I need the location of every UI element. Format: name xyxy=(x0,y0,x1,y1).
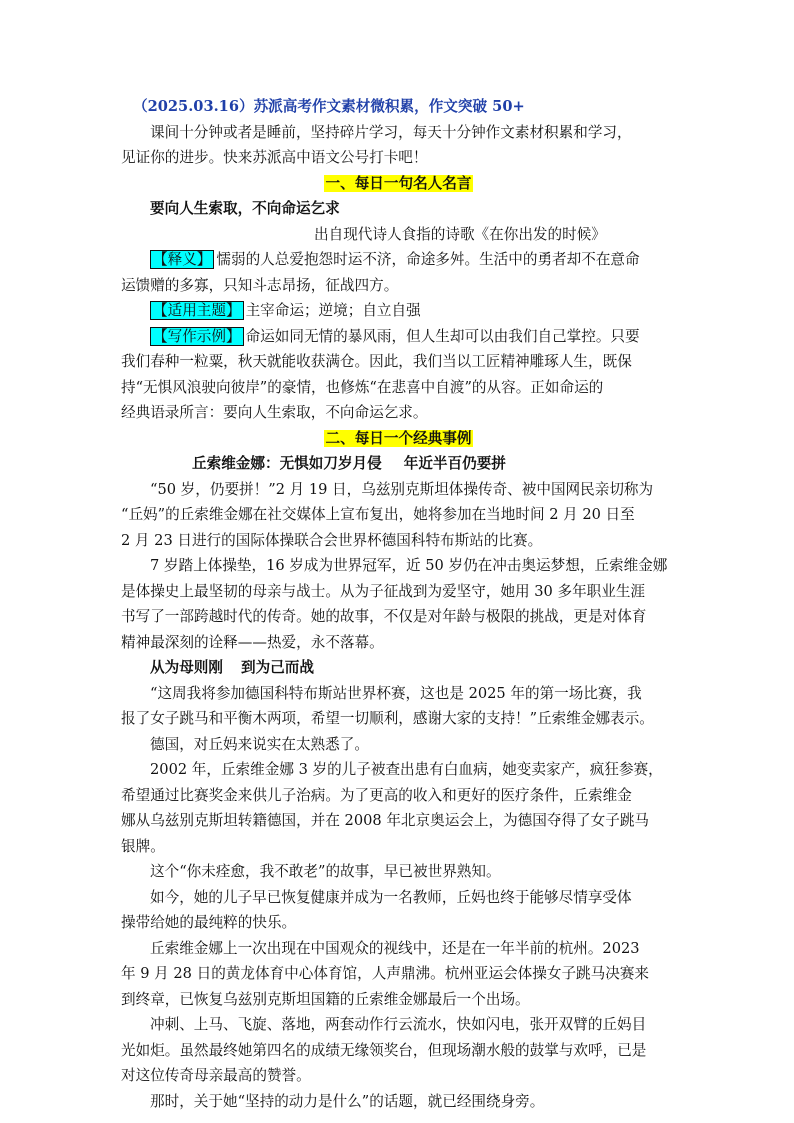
small-heading-b: 到为己而战 xyxy=(240,659,314,676)
para5-line-3: 娜从乌兹别克斯坦转籍德国，并在 2008 年北京奥运会上，为德国夺得了女子跳马 xyxy=(121,812,650,829)
example-line-3: 持“无惧风浪驶向彼岸”的豪情，也修炼“在悲喜中自渡”的从容。正如命运的 xyxy=(121,378,604,396)
example-text: 命运如同无情的暴风雨，但人生却可以由我们自己掌控。只要 xyxy=(245,327,640,345)
para4: 德国，对丘妈来说实在太熟悉了。 xyxy=(150,735,369,753)
para2-line-2: 是体操史上最坚韧的母亲与战士。从为子征战到为爱坚守，她用 30 多年职业生涯 xyxy=(121,582,646,600)
explain-line-2: 运馈赠的多寡，只知斗志昂扬，征战四方。 xyxy=(121,276,399,294)
theme-text: 主宰命运；逆境；自立自强 xyxy=(245,302,421,319)
case-subtitle-b: 年近半百仍要拼 xyxy=(403,455,506,472)
explain-tag: 【释义】 xyxy=(150,250,214,269)
section1-heading-row xyxy=(121,171,676,197)
para2-line-1: 7 岁踏上体操垫，16 岁成为世界冠军，近 50 岁仍在冲击奥运梦想，丘索维金娜 xyxy=(150,557,668,574)
para5-line-2: 希望通过比赛奖金来供儿子治病。为了更高的收入和更好的医疗条件，丘索维金 xyxy=(121,786,632,804)
theme-tag: 【适用主题】 xyxy=(150,301,244,320)
example-line-2: 我们春种一粒粟，秋天就能收获满仓。因此，我们当以工匠精神雕琢人生，既保 xyxy=(121,353,632,370)
quote-source: 出自现代诗人食指的诗歌《在你出发的时候》 xyxy=(314,225,606,243)
para5-line-1: 2002 年，丘索维金娜 3 岁的儿子被查出患有白血病，她变卖家产，疯狂参赛， xyxy=(150,761,663,778)
case-subtitle-a: 丘索维金娜：无惧如刀岁月侵 xyxy=(192,455,382,472)
section2-heading: 二、每日一个经典事例 xyxy=(325,429,472,447)
explain-text: 懦弱的人总爱抱怨时运不济，命途多舛。生活中的勇者却不在意命 xyxy=(216,251,640,268)
example-line-4: 经典语录所言：要向人生索取，不向命运乞求。 xyxy=(121,404,428,421)
para6: 这个“你未痊愈，我不敢老”的故事，早已被世界熟知。 xyxy=(150,863,501,880)
para8-line-1: 丘索维金娜上一次出现在中国观众的视线中，还是在一年半前的杭州。2023 xyxy=(150,939,640,957)
para9-line-2: 光如炬。虽然最终她第四名的成绩无缘领奖台，但现场潮水般的鼓掌与欢呼，已是 xyxy=(121,1041,647,1059)
para9-line-3: 对这位传奇母亲最高的赞誉。 xyxy=(121,1067,311,1084)
para8-line-2: 年 9 月 28 日的黄龙体育中心体育馆，人声鼎沸。杭州亚运会体操女子跳马决赛来 xyxy=(121,965,650,982)
explain-line-1 xyxy=(121,247,676,273)
intro-line-2: 见证你的进步。快来苏派高中语文公号打卡吧！ xyxy=(121,149,428,166)
intro-line-1: 课间十分钟或者是睡前，坚持碎片学习，每天十分钟作文素材积累和学习， xyxy=(150,123,632,141)
section1-heading: 一、每日一句名人名言 xyxy=(325,174,472,192)
small-heading-a: 从为母则刚 xyxy=(150,659,223,676)
document-body xyxy=(121,94,676,1114)
para2-line-3: 书写了一部跨越时代的传奇。她的故事，不仅是对年龄与极限的挑战，更是对体育 xyxy=(121,608,647,625)
para1-line-2: “丘妈”的丘索维金娜在社交媒体上宣布复出，她将参加在当地时间 2 月 20 日至 xyxy=(121,506,635,523)
para3-line-1: “这周我将参加德国科特布斯站世界杯赛，这也是 2025 年的第一场比赛，我 xyxy=(150,684,642,702)
para8-line-3: 到终章，已恢复乌兹别克斯坦国籍的丘索维金娜最后一个出场。 xyxy=(121,990,530,1008)
example-line-1 xyxy=(121,324,676,350)
case-subtitle xyxy=(121,451,676,477)
para9-line-1: 冲刺、上马、飞旋、落地，两套动作行云流水，快如闪电，张开双臂的丘妈目 xyxy=(150,1016,647,1033)
theme-line xyxy=(121,298,676,324)
small-heading xyxy=(121,655,676,681)
para10: 那时，关于她“坚持的动力是什么”的话题，就已经围绕身旁。 xyxy=(150,1092,545,1110)
para5-line-4: 银牌。 xyxy=(121,837,165,855)
para1-line-3: 2 月 23 日进行的国际体操联合会世界杯德国科特布斯站的比赛。 xyxy=(121,531,543,549)
para2-line-4: 精神最深刻的诠释——热爱，永不落幕。 xyxy=(121,633,384,651)
section2-heading-row xyxy=(121,426,676,452)
quote-text: 要向人生索取，不向命运乞求 xyxy=(150,200,340,217)
para3-line-2: 报了女子跳马和平衡木两项，希望一切顺利，感谢大家的支持！”丘索维金娜表示。 xyxy=(121,710,654,727)
article-title: （2025.03.16）苏派高考作文素材微积累，作文突破 50+ xyxy=(133,98,525,115)
para7-line-2: 操带给她的最纯粹的快乐。 xyxy=(121,914,297,931)
para1-line-1: “50 岁，仍要拼！”2 月 19 日，乌兹别克斯坦体操传奇、被中国网民亲切称为 xyxy=(150,480,654,498)
para7-line-1: 如今，她的儿子早已恢复健康并成为一名教师，丘妈也终于能够尽情享受体 xyxy=(150,888,632,906)
example-tag: 【写作示例】 xyxy=(150,327,244,346)
